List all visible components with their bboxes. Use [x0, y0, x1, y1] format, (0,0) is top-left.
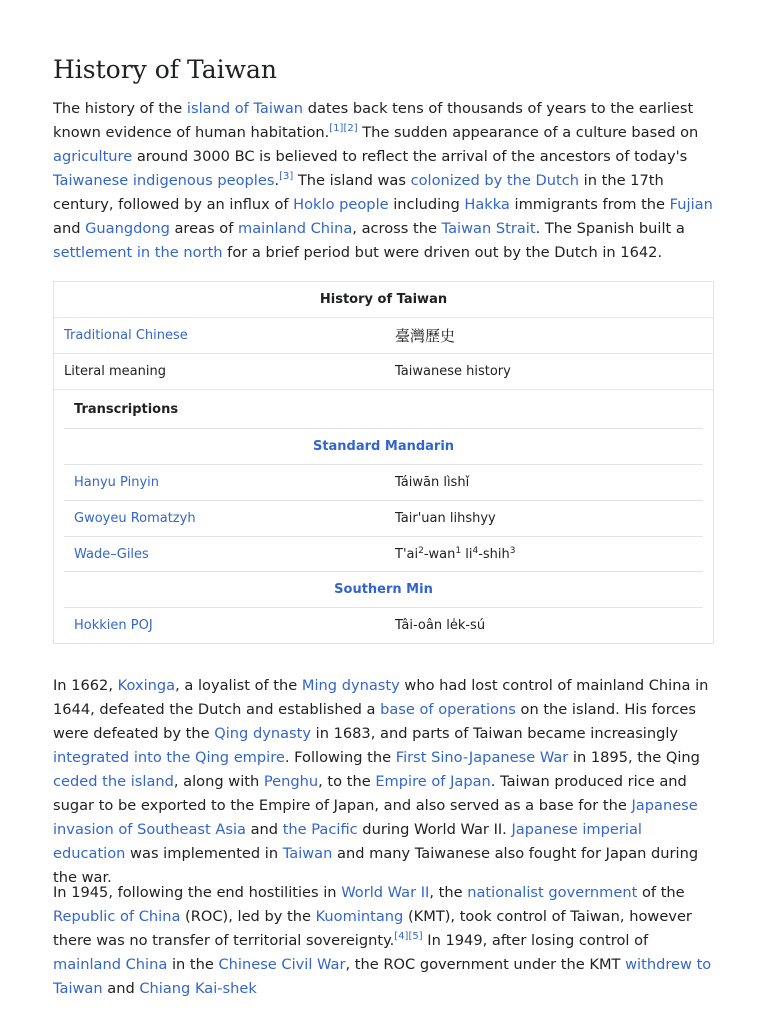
link-mainland-china[interactable]: mainland China	[237, 220, 353, 237]
intro-text: areas of	[169, 220, 238, 237]
intro-text: . The Spanish built a	[535, 220, 685, 237]
link-japanese-imperial-education[interactable]: Japanese imperial education	[53, 821, 642, 862]
paragraph-text: and	[102, 980, 140, 997]
hokkien-poj-value: Tâi-oân le̍k-sú	[395, 618, 486, 633]
link-wade-giles[interactable]: Wade–Giles	[74, 546, 149, 562]
reference-3[interactable]	[279, 171, 293, 182]
paragraph-koxinga	[53, 674, 718, 890]
paragraph-text: , the	[429, 884, 468, 901]
page-title: History of Taiwan	[53, 55, 278, 84]
intro-text: and	[53, 220, 86, 237]
link-world-war-ii[interactable]: World War II	[341, 884, 430, 901]
wade-giles-part: li	[461, 546, 473, 562]
intro-text: for a brief period but were driven out by the Dutch in 1642.	[222, 244, 663, 261]
standard-mandarin-header-row	[64, 429, 703, 465]
intro-text: The history of the	[53, 100, 187, 117]
infobox-row-hanyu-pinyin	[64, 465, 703, 501]
intro-text: immigrants from the	[509, 196, 670, 213]
paragraph-text: . Following the	[284, 749, 396, 766]
infobox-row-traditional-chinese	[54, 318, 713, 354]
link-standard-mandarin[interactable]: Standard Mandarin	[312, 439, 455, 454]
paragraph-text: , to the	[318, 773, 376, 790]
link-gwoyeu-romatzyh[interactable]: Gwoyeu Romatzyh	[74, 511, 196, 526]
link-kuomintang[interactable]: Kuomintang	[315, 908, 404, 925]
paragraph-text: , a loyalist of the	[175, 677, 302, 694]
intro-text: around 3000 BC is believed to reflect the arrival of the ancestors of today's	[132, 148, 688, 165]
intro-text: The island was	[293, 172, 411, 189]
link-first-sino-japanese-war[interactable]: First Sino-Japanese War	[395, 749, 569, 766]
link-koxinga[interactable]: Koxinga	[117, 677, 176, 694]
reference-1-link[interactable]: [1]	[329, 123, 344, 134]
link-integrated-into-the-qing-empire[interactable]: integrated into the Qing empire	[53, 749, 285, 766]
paragraph-roc	[53, 881, 718, 1001]
infobox-row-literal-meaning	[54, 354, 713, 390]
infobox-row-wade-giles	[64, 537, 703, 572]
intro-paragraph	[53, 97, 718, 265]
reference-4[interactable]	[394, 931, 408, 942]
reference-1[interactable]	[329, 123, 343, 134]
link-taiwanese-indigenous-peoples[interactable]: Taiwanese indigenous peoples	[53, 172, 275, 189]
link-chiang-kai-shek[interactable]: Chiang Kai-shek	[139, 980, 257, 997]
link-hokkien-poj[interactable]: Hokkien POJ	[74, 618, 153, 633]
link-guangdong[interactable]: Guangdong	[85, 220, 170, 237]
paragraph-text: , along with	[173, 773, 264, 790]
intro-text: .	[274, 172, 280, 189]
tone-mark: 3	[509, 545, 516, 556]
hanyu-pinyin-value: Táiwān lìshǐ	[395, 475, 470, 490]
intro-text: The sudden appearance of a culture based on	[357, 124, 699, 141]
link-nationalist-government[interactable]: nationalist government	[467, 884, 638, 901]
link-traditional-chinese[interactable]: Traditional Chinese	[64, 328, 188, 343]
reference-3-link[interactable]: [3]	[279, 171, 294, 182]
infobox-row-hokkien-poj	[64, 608, 703, 643]
paragraph-text: . Taiwan produced rice and sugar to be exported to the Empire of Japan, and also served as a base for the	[53, 773, 687, 814]
link-penghu[interactable]: Penghu	[263, 773, 319, 790]
transcriptions-header: Transcriptions	[74, 401, 179, 417]
paragraph-text: (ROC), led by the	[180, 908, 316, 925]
wade-giles-part: -shih	[478, 546, 510, 562]
link-taiwan[interactable]: Taiwan	[282, 845, 333, 862]
link-fujian[interactable]: Fujian	[669, 196, 713, 213]
infobox-title: History of Taiwan	[319, 292, 448, 307]
paragraph-text: in the	[167, 956, 219, 973]
paragraph-text: in 1895, the Qing	[568, 749, 700, 766]
wade-giles-part: -wan	[423, 546, 456, 562]
infobox-row-gwoyeu-romatzyh	[64, 501, 703, 537]
link-settlement-in-the-north[interactable]: settlement in the north	[53, 244, 223, 261]
link-colonized-by-the-dutch[interactable]: colonized by the Dutch	[410, 172, 580, 189]
reference-2-link[interactable]: [2]	[343, 123, 358, 134]
intro-text: , across the	[352, 220, 442, 237]
reference-5-link[interactable]: [5]	[408, 931, 423, 942]
link-agriculture[interactable]: agriculture	[53, 148, 133, 165]
reference-4-link[interactable]: [4]	[394, 931, 409, 942]
link-taiwan-strait[interactable]: Taiwan Strait	[441, 220, 536, 237]
link-base-of-operations[interactable]: base of operations	[380, 701, 516, 718]
transcriptions-header-row	[64, 390, 703, 429]
southern-min-header-row	[64, 572, 703, 608]
link-hoklo-people[interactable]: Hoklo people	[293, 196, 389, 213]
intro-text: in the 17th century, followed by an influx of	[53, 172, 664, 213]
wade-giles-part: T'ai	[395, 546, 419, 562]
paragraph-text: and many Taiwanese also fought for Japan during the war.	[53, 845, 699, 886]
literal-meaning-label: Literal meaning	[64, 364, 166, 379]
paragraph-text: (KMT), took control of Taiwan, however there was no transfer of territorial sovereignty.	[53, 908, 692, 949]
literal-meaning-value: Taiwanese history	[395, 364, 511, 379]
infobox	[53, 281, 714, 644]
link-ceded-the-island[interactable]: ceded the island	[53, 773, 174, 790]
link-republic-of-china[interactable]: Republic of China	[53, 908, 181, 925]
link-chinese-civil-war[interactable]: Chinese Civil War	[218, 956, 346, 973]
link-qing-dynasty[interactable]: Qing dynasty	[214, 725, 311, 742]
gwoyeu-romatzyh-value: Tair'uan lihshyy	[395, 511, 496, 526]
paragraph-text: during World War II.	[357, 821, 512, 838]
tone-mark: 1	[455, 545, 462, 556]
wade-giles-value	[395, 547, 515, 562]
paragraph-text: and	[245, 821, 283, 838]
intro-text: including	[388, 196, 465, 213]
link-japanese-invasion-of-southeast-asia[interactable]: Japanese invasion of Southeast Asia	[53, 797, 698, 838]
traditional-chinese-value: 臺灣歷史	[395, 327, 456, 345]
paragraph-text: who had lost control of mainland China in 1644, defeated the Dutch and established a	[53, 677, 709, 718]
link-island-of-taiwan[interactable]: island of Taiwan	[186, 100, 304, 117]
infobox-title-row	[54, 282, 713, 318]
link-the-pacific[interactable]: the Pacific	[282, 821, 358, 838]
paragraph-text: In 1945, following the end hostilities in	[53, 884, 342, 901]
link-hanyu-pinyin[interactable]: Hanyu Pinyin	[74, 475, 159, 490]
tone-mark: 2	[418, 545, 424, 556]
paragraph-text: on the island. His forces were defeated by the	[53, 701, 696, 742]
intro-text: dates back tens of thousands of years to the earliest known evidence of human habitation.	[53, 100, 694, 141]
paragraph-text: In 1662,	[53, 677, 118, 694]
reference-2[interactable]	[343, 123, 357, 134]
paragraph-text: , the ROC government under the KMT	[345, 956, 626, 973]
link-hakka[interactable]: Hakka	[464, 196, 510, 213]
paragraph-text: In 1949, after losing control of	[422, 932, 649, 949]
paragraph-text: was implemented in	[125, 845, 283, 862]
paragraph-text: of the	[637, 884, 685, 901]
reference-5[interactable]	[408, 931, 422, 942]
link-mainland-china-2[interactable]: mainland China	[53, 956, 168, 973]
tone-mark: 4	[472, 545, 479, 556]
link-withdrew-to-taiwan[interactable]: withdrew to Taiwan	[53, 956, 712, 997]
link-southern-min[interactable]: Southern Min	[334, 582, 433, 597]
paragraph-text: in 1683, and parts of Taiwan became increasingly	[311, 725, 679, 742]
link-ming-dynasty[interactable]: Ming dynasty	[301, 677, 400, 694]
link-empire-of-japan[interactable]: Empire of Japan	[375, 773, 491, 790]
